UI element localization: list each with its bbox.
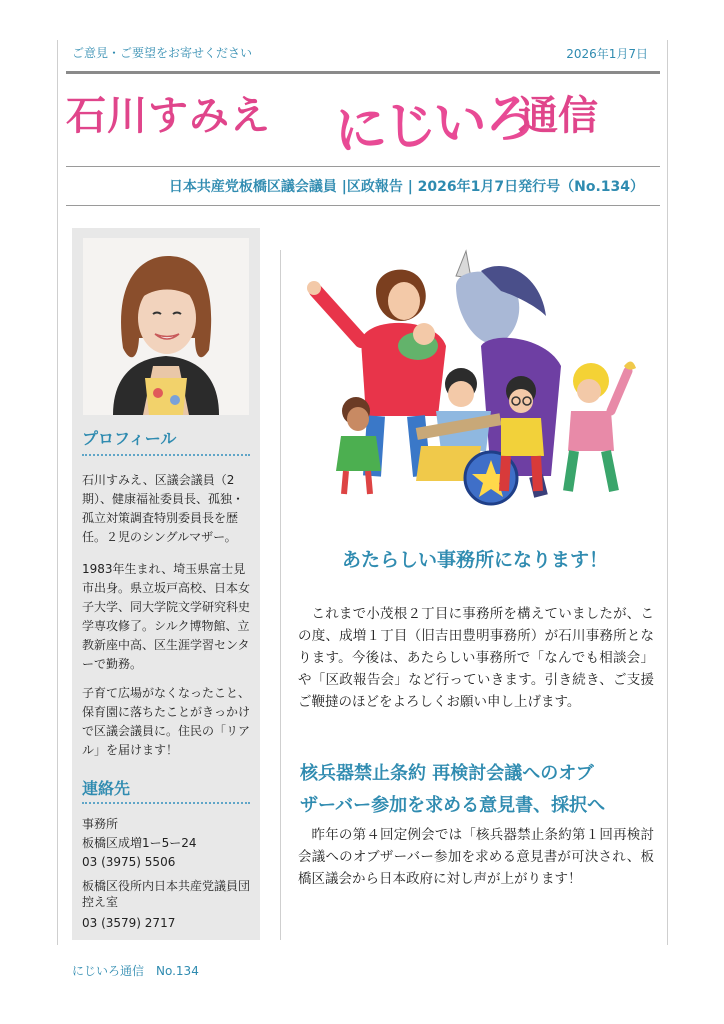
profile-paragraph-2: 1983年生まれ、埼玉県富士見市出身。県立坂戸高校、日本女子大学、同大学院文学研究科史学専攻修了。シルク博物館、立教新座中高、区生涯学習センターで勤務。 <box>82 562 251 671</box>
contact-heading: 連絡先 <box>82 779 131 798</box>
footer-issue: にじいろ通信 No.134 <box>72 964 199 978</box>
office-address: 板橋区成増1ー5ー24 <box>82 836 197 850</box>
article2-heading-line2: ザーバー参加を求める意見書、採択へ <box>300 795 606 816</box>
subtitle: 日本共産党板橋区議会議員 |区政報告 | 2026年1月7日発行号（No.134） <box>168 179 644 195</box>
article1-body: これまで小茂根２丁目に事務所を構えていましたが、この度、成増１丁目（旧吉田豊明事務所）が石川事務所となります。今後は、あたらしい事務所で「なんでも相談会」や「区政報告会」など行っていきます。引き続き、ご支援ご鞭撻のほどをよろしくお願い申し上げます。 <box>298 606 654 710</box>
portrait-illustration <box>83 238 249 415</box>
profile-paragraph-1: 石川すみえ、区議会議員（2期）、健康福祉委員長、孤独・孤立対策調査特別委員長を歴任。２児のシングルマザー。 <box>82 473 245 544</box>
article2-heading-line1: 核兵器禁止条約 再検討会議へのオブ <box>300 763 594 784</box>
feedback-note: ご意見・ご要望をお寄せください <box>72 46 253 60</box>
profile-heading: プロフィール <box>82 429 177 448</box>
family-illustration <box>306 246 642 518</box>
issue-date: 2026年1月7日 <box>566 47 648 61</box>
masthead-name: 石川すみえ <box>66 93 271 139</box>
sidebar <box>72 228 260 940</box>
ward-office-phone: 03 (3579) 2717 <box>82 916 176 930</box>
masthead-tsushin: 通信 <box>518 93 598 139</box>
portrait-photo <box>83 238 249 415</box>
masthead <box>66 78 660 162</box>
profile-paragraph-3: 子育て広場がなくなったこと、保育園に落ちたことがきっかけで区議会議員に。住民の「リアル」を届けます！ <box>82 686 251 757</box>
family-illustration-svg <box>306 246 642 518</box>
contact-heading-rule <box>82 802 250 804</box>
page-border-right <box>667 40 668 945</box>
ward-office-label: 板橋区役所内日本共産党議員団控え室 <box>82 879 251 909</box>
column-divider <box>280 250 281 940</box>
office-label: 事務所 <box>82 817 119 831</box>
subtitle-rule-top <box>66 166 660 167</box>
office-phone: 03 (3975) 5506 <box>82 855 176 869</box>
profile-heading-rule <box>82 454 250 456</box>
top-divider <box>66 71 660 74</box>
subtitle-rule-bottom <box>66 205 660 206</box>
article1-heading: あたらしい事務所になります！ <box>341 549 608 571</box>
masthead-rainbow: にじいろ <box>332 87 537 162</box>
page-border-left <box>57 40 58 945</box>
article2-body: 昨年の第４回定例会では「核兵器禁止条約第１回再検討会議へのオブザーバー参加を求める意見書が可決され、板橋区議会から日本政府に対し声が上がります！ <box>298 827 654 887</box>
